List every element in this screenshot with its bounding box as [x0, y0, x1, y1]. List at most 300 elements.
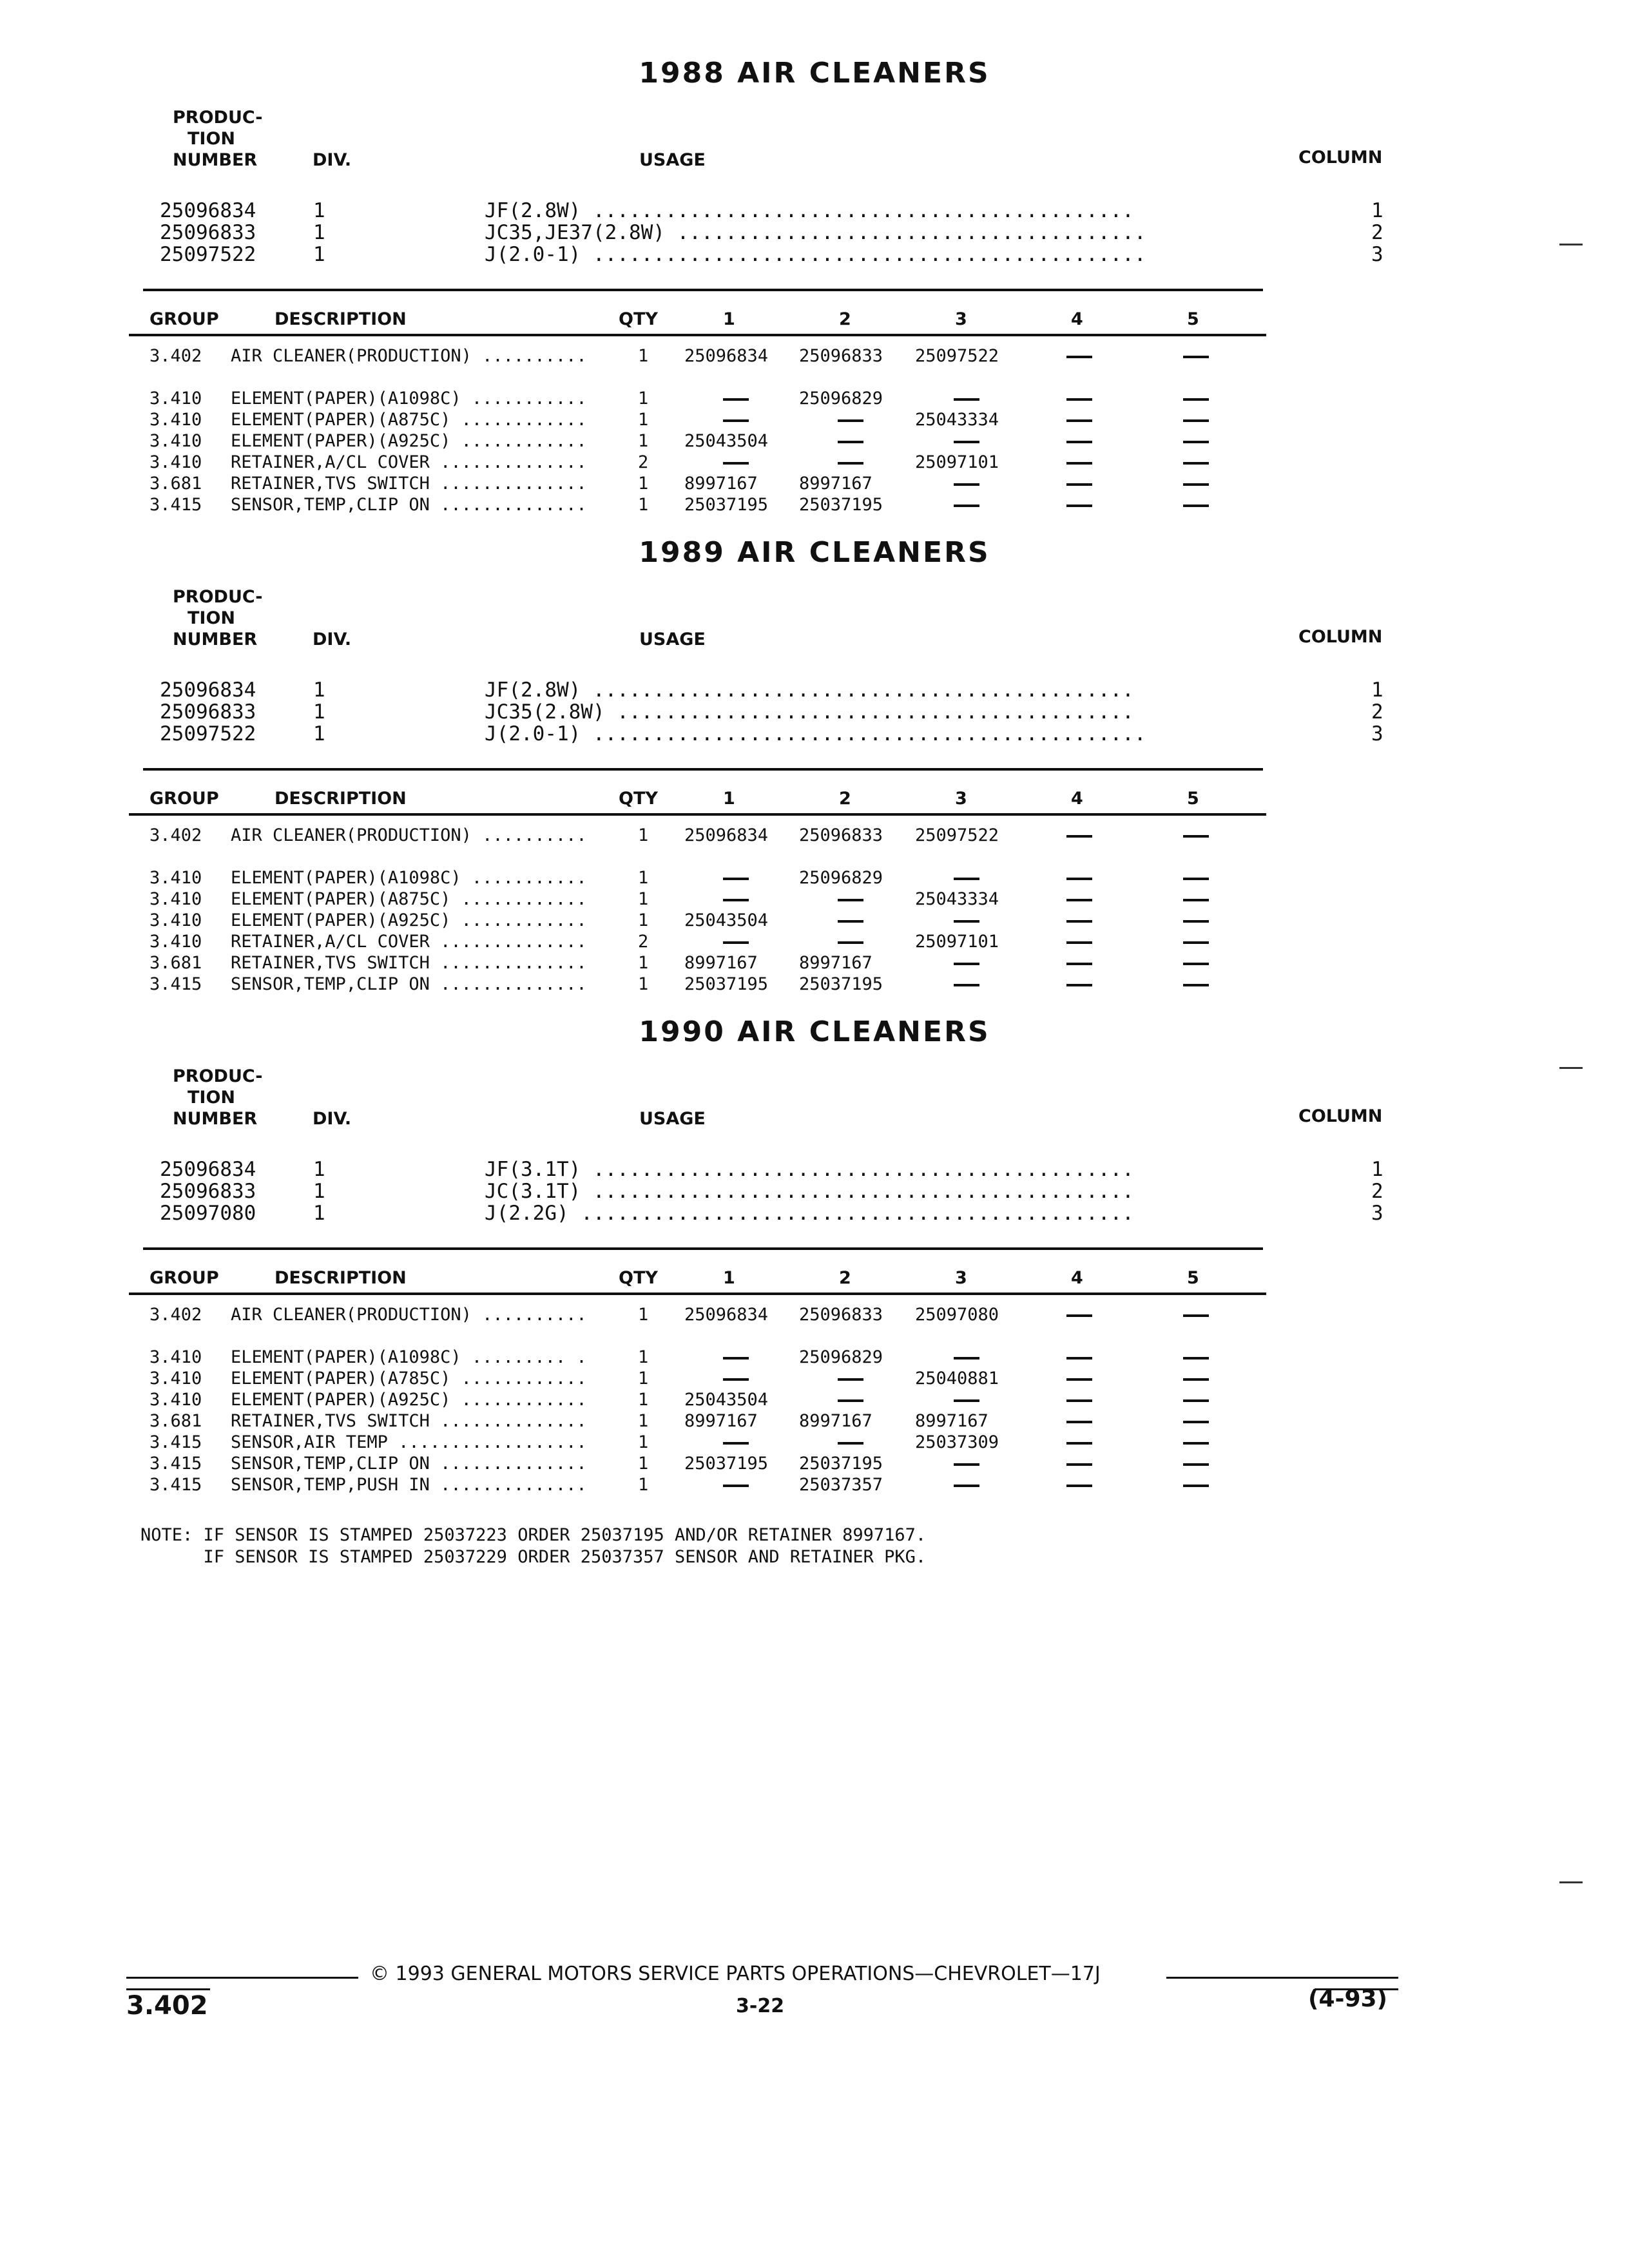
- part-number-cell: [799, 430, 889, 452]
- part-number-cell: [1183, 473, 1273, 494]
- part-number-cell: [799, 889, 889, 910]
- parts-row: [0, 1389, 1629, 1410]
- not-applicable-dash: [1183, 462, 1209, 465]
- part-number-cell: [799, 910, 889, 931]
- quantity: 1: [638, 1475, 649, 1495]
- part-number-cell: [684, 867, 775, 889]
- group-code: 3.410: [149, 410, 202, 430]
- not-applicable-dash: [1183, 1378, 1209, 1381]
- column-number: 2: [1371, 700, 1383, 724]
- part-number-cell: [1183, 974, 1273, 995]
- margin-tick-mark: [1559, 244, 1583, 245]
- col1-header: 1: [723, 309, 735, 329]
- not-applicable-dash: [1183, 419, 1209, 422]
- description-header: DESCRIPTION: [275, 1268, 407, 1288]
- division: 1: [313, 678, 325, 702]
- div-header: DIV.: [313, 150, 352, 170]
- catalog-section: [0, 1015, 1629, 1570]
- group-code: 3.410: [149, 452, 202, 472]
- division: 1: [313, 243, 325, 266]
- part-number-cell: [1066, 910, 1157, 931]
- not-applicable-dash: [1183, 899, 1209, 901]
- part-number-cell: [1066, 388, 1157, 409]
- column-number: 1: [1371, 678, 1383, 702]
- production-number-header: PRODUC- TION NUMBER: [173, 108, 263, 170]
- part-number-cell: [1066, 1474, 1157, 1495]
- usage-row: [0, 1202, 1629, 1224]
- part-description: ELEMENT(PAPER)(A785C) ............: [231, 1369, 587, 1389]
- part-number-cell: [684, 1432, 775, 1453]
- usage-row: [0, 222, 1629, 244]
- column-header: COLUMN: [1298, 1106, 1383, 1126]
- parts-row: [0, 1304, 1629, 1325]
- part-description: AIR CLEANER(PRODUCTION) ..........: [231, 1305, 587, 1325]
- part-number-cell: [799, 1368, 889, 1389]
- margin-tick-mark: [1559, 1067, 1583, 1069]
- part-description: SENSOR,TEMP,PUSH IN ..............: [231, 1475, 587, 1495]
- part-number-cell: [1066, 494, 1157, 515]
- usage-row: [0, 200, 1629, 222]
- col4-header: 4: [1071, 1268, 1083, 1288]
- usage-description: JF(2.8W) .............................................: [485, 200, 1134, 222]
- part-number-cell: 25043504: [684, 910, 769, 930]
- part-number-cell: 25097080: [915, 1305, 999, 1325]
- not-applicable-dash: [954, 398, 979, 401]
- part-number-cell: 25097101: [915, 932, 999, 952]
- part-number-cell: [1183, 825, 1273, 846]
- not-applicable-dash: [1066, 899, 1092, 901]
- part-number-cell: [684, 452, 775, 473]
- part-number-cell: [1066, 1389, 1157, 1410]
- not-applicable-dash: [1183, 920, 1209, 923]
- usage-row: [0, 723, 1629, 745]
- part-number-cell: [1183, 1347, 1273, 1368]
- part-description: RETAINER,A/CL COVER ..............: [231, 932, 587, 952]
- column-number: 2: [1371, 221, 1383, 244]
- not-applicable-dash: [1066, 1485, 1092, 1487]
- group-code: 3.681: [149, 1411, 202, 1431]
- part-number-cell: 25043334: [915, 410, 999, 430]
- usage-description: JF(2.8W) .............................................: [485, 679, 1134, 701]
- part-number-cell: [1066, 430, 1157, 452]
- quantity: 1: [638, 346, 649, 366]
- parts-row: [0, 1368, 1629, 1389]
- not-applicable-dash: [1066, 878, 1092, 880]
- not-applicable-dash: [723, 1485, 749, 1487]
- part-number-cell: [915, 1453, 1005, 1474]
- usage-row: [0, 701, 1629, 723]
- quantity: 1: [638, 495, 649, 515]
- group-code: 3.681: [149, 474, 202, 494]
- col2-header: 2: [839, 1268, 851, 1288]
- part-number-cell: [1066, 974, 1157, 995]
- part-number-cell: 8997167: [684, 474, 758, 494]
- production-number: 25097522: [160, 243, 256, 266]
- part-description: ELEMENT(PAPER)(A1098C) ......... .: [231, 1347, 587, 1367]
- division: 1: [313, 1180, 325, 1203]
- not-applicable-dash: [1066, 1399, 1092, 1402]
- quantity: 1: [638, 868, 649, 888]
- quantity: 1: [638, 974, 649, 994]
- parts-row: [0, 910, 1629, 931]
- part-number-cell: 25096833: [799, 1305, 883, 1325]
- not-applicable-dash: [1183, 441, 1209, 443]
- part-number-cell: 25037195: [684, 1454, 769, 1474]
- column-header: COLUMN: [1298, 148, 1383, 168]
- not-applicable-dash: [1066, 941, 1092, 944]
- usage-header: USAGE: [639, 1109, 706, 1129]
- part-number-cell: [1183, 931, 1273, 952]
- part-number-cell: [1066, 1347, 1157, 1368]
- parts-row: [0, 452, 1629, 473]
- part-number-cell: [1183, 1368, 1273, 1389]
- not-applicable-dash: [954, 920, 979, 923]
- group-code: 3.402: [149, 825, 202, 845]
- production-number: 25096833: [160, 700, 256, 724]
- col2-header: 2: [839, 309, 851, 329]
- section-title: 1989 AIR CLEANERS: [639, 536, 990, 569]
- not-applicable-dash: [1183, 356, 1209, 358]
- part-number-cell: [1066, 1368, 1157, 1389]
- margin-tick-mark: [1559, 1881, 1583, 1883]
- parts-row: [0, 952, 1629, 974]
- part-number-cell: [1183, 388, 1273, 409]
- quantity: 1: [638, 410, 649, 430]
- not-applicable-dash: [1066, 1357, 1092, 1360]
- part-number-cell: 25037195: [799, 974, 883, 994]
- quantity: 1: [638, 825, 649, 845]
- parts-row: [0, 388, 1629, 409]
- div-header: DIV.: [313, 629, 352, 649]
- not-applicable-dash: [1066, 356, 1092, 358]
- not-applicable-dash: [954, 441, 979, 443]
- part-number-cell: 25040881: [915, 1369, 999, 1389]
- usage-header: USAGE: [639, 150, 706, 170]
- part-number-cell: [1183, 494, 1273, 515]
- not-applicable-dash: [1066, 920, 1092, 923]
- not-applicable-dash: [723, 1378, 749, 1381]
- not-applicable-dash: [838, 1442, 863, 1445]
- not-applicable-dash: [723, 398, 749, 401]
- part-number-cell: [915, 867, 1005, 889]
- group-code: 3.681: [149, 953, 202, 973]
- quantity: 1: [638, 889, 649, 909]
- group-code: 3.410: [149, 431, 202, 451]
- part-number-cell: [684, 388, 775, 409]
- part-number-cell: [1183, 409, 1273, 430]
- part-number-cell: 25097101: [915, 452, 999, 472]
- footer-section-number: 3.402: [126, 1991, 208, 2021]
- division: 1: [313, 722, 325, 745]
- part-number-cell: [1066, 1410, 1157, 1432]
- not-applicable-dash: [1183, 1314, 1209, 1317]
- part-number-cell: 25043334: [915, 889, 999, 909]
- parts-row: [0, 1474, 1629, 1495]
- part-number-cell: [1066, 952, 1157, 974]
- not-applicable-dash: [1066, 398, 1092, 401]
- part-number-cell: [1066, 473, 1157, 494]
- usage-description: J(2.0-1) ..............................................: [485, 723, 1146, 745]
- part-description: ELEMENT(PAPER)(A1098C) ...........: [231, 868, 587, 888]
- part-number-cell: [684, 409, 775, 430]
- parts-row: [0, 1410, 1629, 1432]
- quantity: 1: [638, 1411, 649, 1431]
- not-applicable-dash: [1183, 941, 1209, 944]
- qty-header: QTY: [619, 789, 658, 809]
- part-description: ELEMENT(PAPER)(A925C) ............: [231, 1390, 587, 1410]
- part-number-cell: [1066, 345, 1157, 367]
- production-number-header: PRODUC- TION NUMBER: [173, 587, 263, 649]
- quantity: 2: [638, 932, 649, 952]
- not-applicable-dash: [1066, 462, 1092, 465]
- column-number: 3: [1371, 722, 1383, 745]
- quantity: 1: [638, 431, 649, 451]
- part-description: ELEMENT(PAPER)(A925C) ............: [231, 910, 587, 930]
- not-applicable-dash: [1183, 1421, 1209, 1423]
- footer-rule-right: [1166, 1977, 1398, 1979]
- production-number: 25096833: [160, 221, 256, 244]
- parts-row: [0, 889, 1629, 910]
- table-header-rule: [129, 334, 1266, 336]
- col3-header: 3: [955, 789, 967, 809]
- quantity: 1: [638, 1432, 649, 1452]
- group-code: 3.410: [149, 1369, 202, 1389]
- division: 1: [313, 1202, 325, 1225]
- not-applicable-dash: [838, 1399, 863, 1402]
- quantity: 2: [638, 452, 649, 472]
- not-applicable-dash: [723, 419, 749, 422]
- column-number: 3: [1371, 243, 1383, 266]
- parts-row: [0, 825, 1629, 846]
- col3-header: 3: [955, 309, 967, 329]
- production-number-header: PRODUC- TION NUMBER: [173, 1066, 263, 1129]
- group-code: 3.410: [149, 1390, 202, 1410]
- not-applicable-dash: [1066, 1463, 1092, 1466]
- part-number-cell: [1183, 1410, 1273, 1432]
- quantity: 1: [638, 1390, 649, 1410]
- part-number-cell: [1066, 1304, 1157, 1325]
- not-applicable-dash: [1183, 483, 1209, 486]
- part-description: ELEMENT(PAPER)(A875C) ............: [231, 410, 587, 430]
- not-applicable-dash: [838, 941, 863, 944]
- group-code: 3.402: [149, 346, 202, 366]
- part-number-cell: 8997167: [799, 474, 872, 494]
- not-applicable-dash: [954, 505, 979, 507]
- usage-row: [0, 679, 1629, 701]
- column-number: 1: [1371, 1158, 1383, 1181]
- not-applicable-dash: [1066, 1421, 1092, 1423]
- part-number-cell: 25096829: [799, 868, 883, 888]
- part-number-cell: [684, 1347, 775, 1368]
- not-applicable-dash: [954, 483, 979, 486]
- not-applicable-dash: [1066, 1378, 1092, 1381]
- part-number-cell: [799, 931, 889, 952]
- part-number-cell: [915, 1389, 1005, 1410]
- not-applicable-dash: [723, 878, 749, 880]
- not-applicable-dash: [954, 1399, 979, 1402]
- usage-description: J(2.0-1) ..............................................: [485, 244, 1146, 265]
- part-number-cell: [915, 473, 1005, 494]
- parts-row: [0, 1347, 1629, 1368]
- part-number-cell: [1183, 1304, 1273, 1325]
- usage-description: JF(3.1T) .............................................: [485, 1158, 1134, 1180]
- part-number-cell: 25037195: [799, 1454, 883, 1474]
- not-applicable-dash: [1066, 1442, 1092, 1445]
- part-number-cell: [684, 1474, 775, 1495]
- div-header: DIV.: [313, 1109, 352, 1129]
- group-code: 3.410: [149, 889, 202, 909]
- part-number-cell: [799, 1389, 889, 1410]
- catalog-section: [0, 57, 1629, 611]
- part-number-cell: [799, 409, 889, 430]
- part-number-cell: [1183, 345, 1273, 367]
- parts-row: [0, 1453, 1629, 1474]
- part-number-cell: 25096833: [799, 346, 883, 366]
- part-number-cell: 25096834: [684, 825, 769, 845]
- footer-rule-under-section: [126, 1988, 210, 1990]
- col3-header: 3: [955, 1268, 967, 1288]
- parts-row: [0, 345, 1629, 367]
- not-applicable-dash: [1183, 398, 1209, 401]
- note-line-1: NOTE: IF SENSOR IS STAMPED 25037223 ORDER 25037195 AND/OR RETAINER 8997167.: [140, 1525, 927, 1545]
- not-applicable-dash: [723, 899, 749, 901]
- part-number-cell: [915, 388, 1005, 409]
- part-description: ELEMENT(PAPER)(A875C) ............: [231, 889, 587, 909]
- part-number-cell: 8997167: [799, 1411, 872, 1431]
- table-top-rule: [143, 1247, 1263, 1250]
- not-applicable-dash: [838, 899, 863, 901]
- production-number: 25096834: [160, 678, 256, 702]
- col1-header: 1: [723, 1268, 735, 1288]
- production-number: 25097522: [160, 722, 256, 745]
- part-number-cell: [915, 974, 1005, 995]
- col5-header: 5: [1187, 1268, 1199, 1288]
- quantity: 1: [638, 389, 649, 408]
- not-applicable-dash: [1066, 505, 1092, 507]
- qty-header: QTY: [619, 309, 658, 329]
- section-title: 1990 AIR CLEANERS: [639, 1015, 990, 1048]
- part-description: SENSOR,TEMP,CLIP ON ..............: [231, 1454, 587, 1474]
- group-code: 3.402: [149, 1305, 202, 1325]
- group-header: GROUP: [149, 1268, 219, 1288]
- part-number-cell: 25097522: [915, 825, 999, 845]
- part-description: RETAINER,TVS SWITCH ..............: [231, 1411, 587, 1431]
- usage-description: JC(3.1T) .............................................: [485, 1180, 1134, 1202]
- not-applicable-dash: [838, 920, 863, 923]
- part-number-cell: 25037195: [799, 495, 883, 515]
- part-description: ELEMENT(PAPER)(A1098C) ...........: [231, 389, 587, 408]
- col2-header: 2: [839, 789, 851, 809]
- part-number-cell: 25096834: [684, 346, 769, 366]
- part-number-cell: 25096833: [799, 825, 883, 845]
- usage-description: JC35(2.8W) ...........................................: [485, 701, 1134, 723]
- part-number-cell: [1066, 825, 1157, 846]
- usage-row: [0, 1180, 1629, 1202]
- parts-row: [0, 1432, 1629, 1453]
- part-number-cell: [1183, 867, 1273, 889]
- col5-header: 5: [1187, 789, 1199, 809]
- part-number-cell: [1183, 1432, 1273, 1453]
- part-number-cell: [1066, 867, 1157, 889]
- production-number: 25096833: [160, 1180, 256, 1203]
- catalog-section: [0, 536, 1629, 1090]
- part-description: RETAINER,TVS SWITCH ..............: [231, 953, 587, 973]
- not-applicable-dash: [723, 1442, 749, 1445]
- col4-header: 4: [1071, 309, 1083, 329]
- not-applicable-dash: [838, 1378, 863, 1381]
- part-number-cell: [1183, 889, 1273, 910]
- parts-row: [0, 430, 1629, 452]
- not-applicable-dash: [1066, 835, 1092, 838]
- col1-header: 1: [723, 789, 735, 809]
- quantity: 1: [638, 1454, 649, 1474]
- not-applicable-dash: [838, 441, 863, 443]
- division: 1: [313, 1158, 325, 1181]
- part-number-cell: 25037309: [915, 1432, 999, 1452]
- not-applicable-dash: [838, 419, 863, 422]
- not-applicable-dash: [723, 1357, 749, 1360]
- not-applicable-dash: [1183, 1463, 1209, 1466]
- part-description: RETAINER,TVS SWITCH ..............: [231, 474, 587, 494]
- not-applicable-dash: [1183, 878, 1209, 880]
- description-header: DESCRIPTION: [275, 309, 407, 329]
- column-number: 3: [1371, 1202, 1383, 1225]
- part-number-cell: 25043504: [684, 1390, 769, 1410]
- not-applicable-dash: [954, 963, 979, 965]
- footer-page-number: 3-22: [736, 1995, 785, 2017]
- part-description: SENSOR,TEMP,CLIP ON ..............: [231, 495, 587, 515]
- group-code: 3.410: [149, 910, 202, 930]
- not-applicable-dash: [954, 1463, 979, 1466]
- col4-header: 4: [1071, 789, 1083, 809]
- production-number: 25097080: [160, 1202, 256, 1225]
- division: 1: [313, 221, 325, 244]
- description-header: DESCRIPTION: [275, 789, 407, 809]
- not-applicable-dash: [1183, 835, 1209, 838]
- part-number-cell: [684, 1368, 775, 1389]
- group-code: 3.410: [149, 932, 202, 952]
- not-applicable-dash: [1183, 1442, 1209, 1445]
- not-applicable-dash: [954, 1485, 979, 1487]
- not-applicable-dash: [1183, 505, 1209, 507]
- production-number: 25096834: [160, 1158, 256, 1181]
- part-number-cell: [799, 1432, 889, 1453]
- part-number-cell: 25043504: [684, 431, 769, 451]
- table-top-rule: [143, 768, 1263, 771]
- part-number-cell: [915, 1347, 1005, 1368]
- group-code: 3.415: [149, 1454, 202, 1474]
- part-number-cell: [1183, 910, 1273, 931]
- group-code: 3.410: [149, 1347, 202, 1367]
- part-description: SENSOR,AIR TEMP ..................: [231, 1432, 587, 1452]
- part-number-cell: 8997167: [915, 1411, 988, 1431]
- not-applicable-dash: [1066, 984, 1092, 986]
- part-number-cell: [915, 430, 1005, 452]
- part-number-cell: [1183, 430, 1273, 452]
- not-applicable-dash: [1066, 483, 1092, 486]
- part-number-cell: 25037357: [799, 1475, 883, 1495]
- division: 1: [313, 199, 325, 222]
- parts-row: [0, 494, 1629, 515]
- part-description: RETAINER,A/CL COVER ..............: [231, 452, 587, 472]
- usage-row: [0, 244, 1629, 265]
- not-applicable-dash: [1183, 1399, 1209, 1402]
- section-title: 1988 AIR CLEANERS: [639, 57, 990, 90]
- part-number-cell: [1183, 952, 1273, 974]
- part-number-cell: 25096829: [799, 1347, 883, 1367]
- parts-row: [0, 931, 1629, 952]
- part-number-cell: 8997167: [799, 953, 872, 973]
